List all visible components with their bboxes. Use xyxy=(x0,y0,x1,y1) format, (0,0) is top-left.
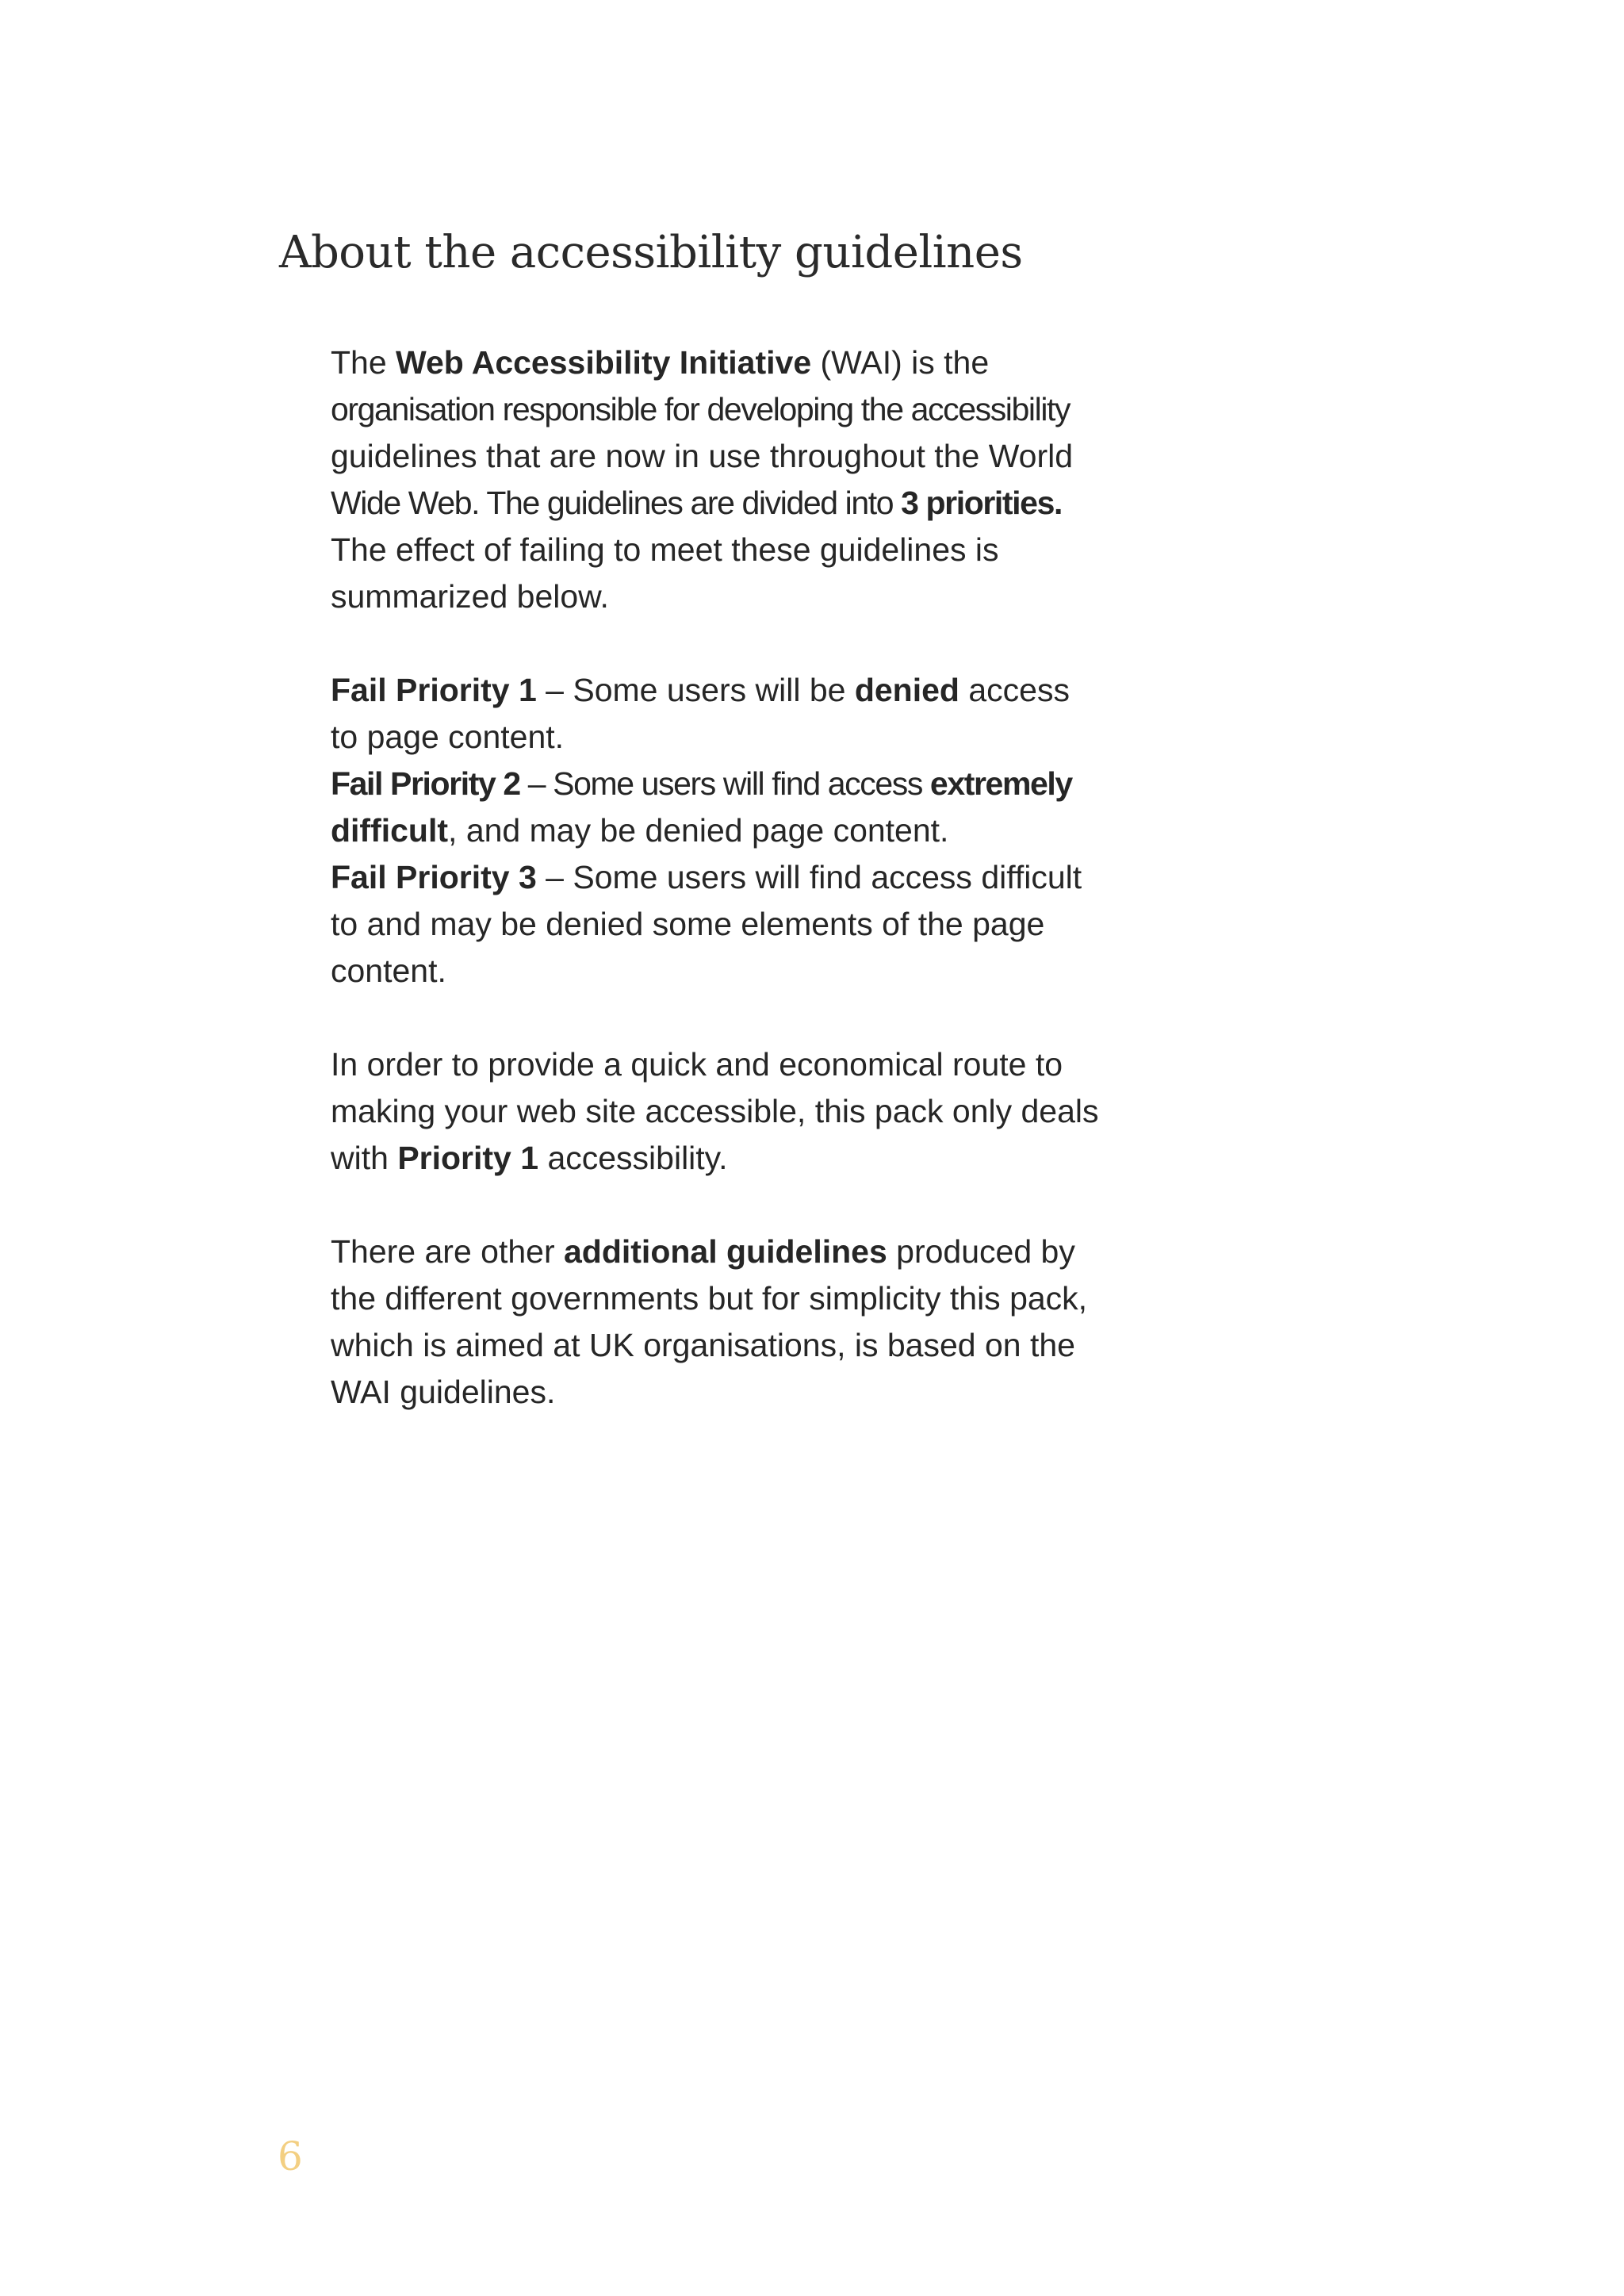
text-run: WAI guidelines. xyxy=(331,1374,556,1410)
text-line xyxy=(331,807,1108,854)
text-line xyxy=(331,433,1108,480)
text-run: – Some users will find access difficult xyxy=(536,859,1082,895)
paragraph xyxy=(331,339,1108,620)
bold-text: additional guidelines xyxy=(564,1233,887,1270)
paragraph xyxy=(331,1228,1108,1416)
text-line xyxy=(331,527,1108,573)
text-run: produced by xyxy=(887,1233,1075,1270)
text-line xyxy=(331,714,1108,761)
text-line xyxy=(331,1228,1108,1275)
text-run: (WAI) is the xyxy=(811,344,990,381)
text-line xyxy=(331,854,1108,901)
page-title: About the accessibility guidelines xyxy=(279,227,1023,278)
text-run: There are other xyxy=(331,1233,564,1270)
text-line xyxy=(331,667,1108,714)
text-run: which is aimed at UK organisations, is based on the xyxy=(331,1327,1075,1363)
text-run: the different governments but for simplicity this pack, xyxy=(331,1280,1088,1317)
text-line xyxy=(331,1088,1108,1135)
text-run: The effect of failing to meet these guidelines is xyxy=(331,531,999,568)
text-run: Wide Web. The guidelines are divided into xyxy=(331,485,902,521)
text-run: accessibility. xyxy=(538,1140,728,1176)
bold-text: Web Accessibility Initiative xyxy=(396,344,812,381)
text-line xyxy=(331,1322,1108,1369)
text-line xyxy=(331,901,1108,948)
body-text xyxy=(331,339,1108,1416)
paragraph xyxy=(331,1041,1108,1182)
text-run: In order to provide a quick and economical route to xyxy=(331,1046,1063,1083)
text-line xyxy=(331,386,1108,433)
bold-text: denied xyxy=(854,672,959,708)
bold-text: Fail Priority 3 xyxy=(331,859,537,895)
text-run: access xyxy=(959,672,1070,708)
text-run: guidelines that are now in use throughout the World xyxy=(331,438,1074,474)
text-run: – Some users will be xyxy=(536,672,855,708)
text-line xyxy=(331,480,1108,527)
text-line xyxy=(331,1369,1108,1416)
bold-text: extremely xyxy=(929,765,1072,802)
text-run: to and may be denied some elements of the page xyxy=(331,906,1045,942)
text-run: content. xyxy=(331,953,446,989)
text-line xyxy=(331,573,1108,620)
paragraph xyxy=(331,667,1108,995)
text-line xyxy=(331,1135,1108,1182)
bold-text: 3 priorities. xyxy=(901,485,1062,521)
bold-text: Fail Priority 1 xyxy=(331,672,537,708)
bold-text: Fail Priority 2 xyxy=(331,765,520,802)
text-line xyxy=(331,761,1108,807)
text-run: summarized below. xyxy=(331,578,609,615)
text-line xyxy=(331,1041,1108,1088)
text-run: organisation responsible for developing the accessibility xyxy=(331,391,1071,427)
text-line xyxy=(331,948,1108,995)
text-run: – Some users will find access xyxy=(519,765,930,802)
text-run: making your web site accessible, this pack only deals xyxy=(331,1093,1099,1129)
text-run: The xyxy=(331,344,396,381)
text-line xyxy=(331,339,1108,386)
text-run: , and may be denied page content. xyxy=(448,812,949,849)
bold-text: difficult xyxy=(331,812,449,849)
text-run: with xyxy=(331,1140,398,1176)
page-number: 6 xyxy=(278,2133,303,2179)
text-run: to page content. xyxy=(331,719,565,755)
text-line xyxy=(331,1275,1108,1322)
bold-text: Priority 1 xyxy=(397,1140,539,1176)
